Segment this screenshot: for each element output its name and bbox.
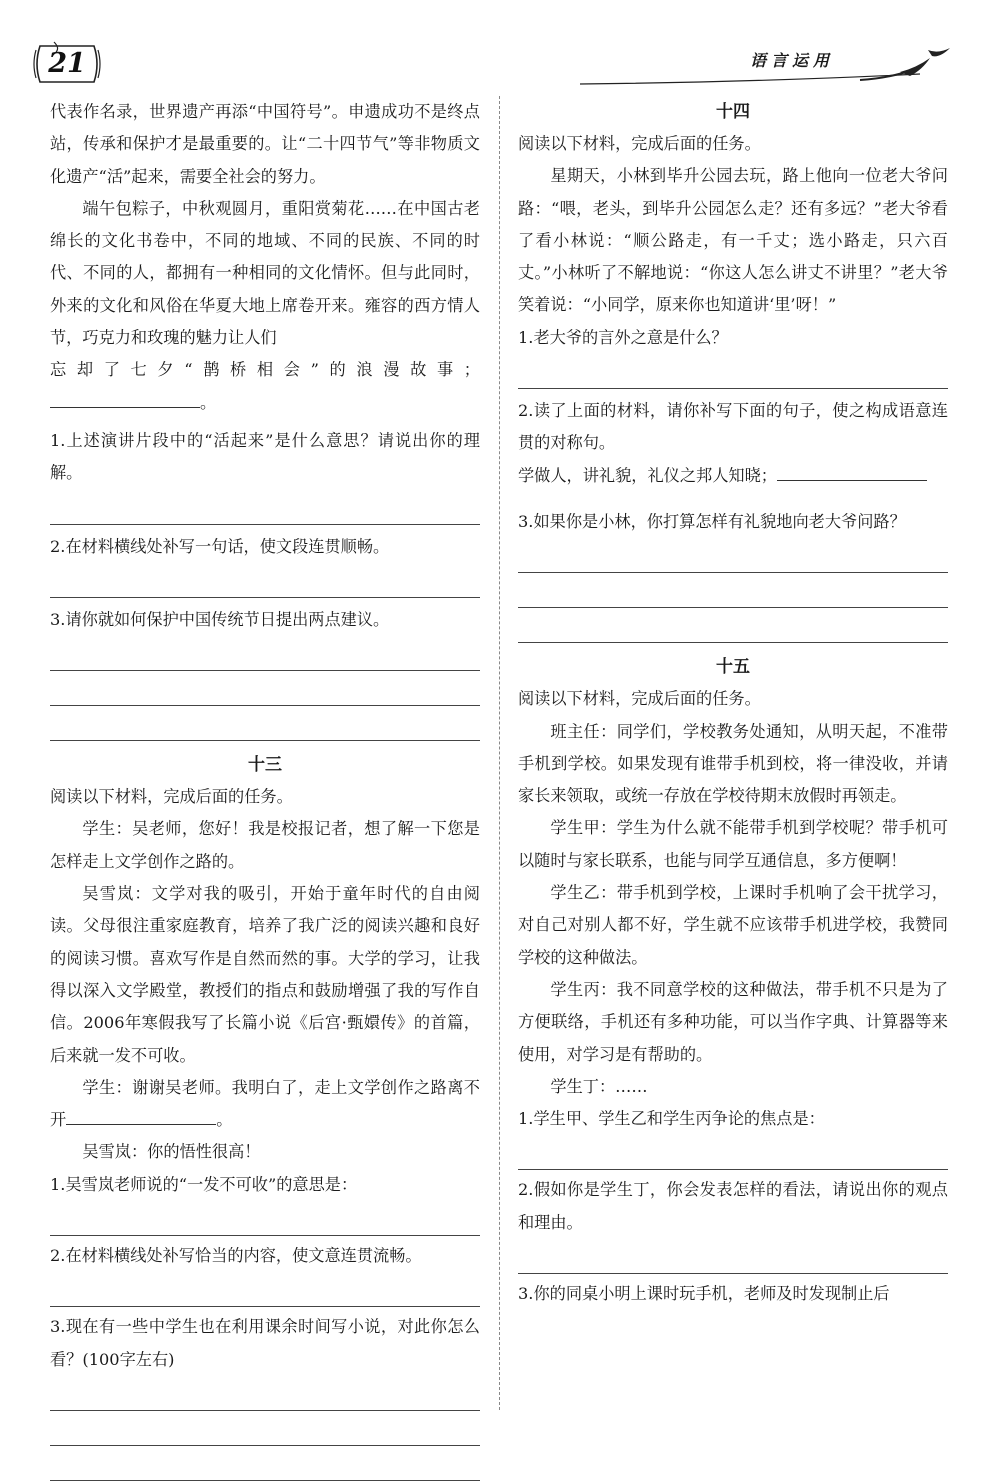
fill-blank[interactable] [777, 463, 927, 480]
dialogue-paragraph: 吴雪岚：文学对我的吸引，开始于童年时代的自由阅读。父母很注重家庭教育，培养了我广泛的阅读兴趣和良好的阅读习惯。喜欢写作是自然而然的事。大学的学习，让我得以深入文学殿堂，教授们的指点和鼓励增强了我的写作自信。2006年寒假我写了长篇小说《后宫·甄嬛传》的首篇，后来就一发不可收。 [50, 884, 480, 1065]
fill-blank[interactable] [66, 1108, 216, 1125]
question-2: 2.读了上面的材料，请你补写下面的句子，使之构成语意连贯的对称句。 [518, 401, 948, 453]
answer-line[interactable] [50, 490, 480, 525]
question-1: 1.学生甲、学生乙和学生丙争论的焦点是： [518, 1109, 825, 1129]
page-header [0, 0, 1000, 100]
question-1: 1.上述演讲片段中的“活起来”是什么意思？请说出你的理解。 [50, 430, 480, 483]
answer-line[interactable] [50, 671, 480, 706]
question-3: 3.你的同桌小明上课时玩手机，老师及时发现制止后 [518, 1284, 890, 1304]
question-3: 3.请你就如何保护中国传统节日提出两点建议。 [50, 609, 390, 629]
paragraph-text: 端午包粽子，中秋观圆月，重阳赏菊花……在中国古老绵长的文化书卷中，不同的地域、不同的民族、不同的时代、不同的人，都拥有一种相同的文化情怀。但与此同时，外来的文化和风俗在华夏大地上席卷开来。雍容的西方情人节，巧克力和玫瑰的魅力让人们 [50, 198, 480, 348]
page-number: 21 [48, 48, 86, 79]
answer-line[interactable] [518, 1135, 948, 1170]
answer-line[interactable] [50, 1376, 480, 1411]
question-2: 2.在材料横线处补写恰当的内容，使文意连贯流畅。 [50, 1246, 422, 1266]
dialogue-paragraph: 吴雪岚：你的悟性很高！ [82, 1142, 261, 1162]
answer-line[interactable] [518, 573, 948, 608]
paragraph [50, 193, 480, 354]
right-column [518, 96, 948, 1310]
section-title-14: 十四 [716, 102, 750, 122]
dialogue-paragraph: 学生：谢谢吴老师。我明白了，走上文学创作之路离不开 。 [50, 1077, 480, 1130]
dialogue-paragraph: 学生乙：带手机到学校，上课时手机响了会干扰学习，对自己对别人都不好，学生就不应该带手机进学校，我赞同学校的这种做法。 [518, 883, 948, 967]
dialogue-paragraph: 学生甲：学生为什么就不能带手机到学校呢？带手机可以随时与家长联系，也能与同学互通信息，多方便啊！ [518, 818, 948, 870]
answer-line[interactable] [50, 563, 480, 598]
question-2: 2.在材料横线处补写一句话，使文段连贯顺畅。 [50, 536, 390, 556]
section-intro: 阅读以下材料，完成后面的任务。 [518, 689, 761, 709]
question-3: 3.现在有一些中学生也在利用课余时间写小说，对此你怎么看？(100字左右) [50, 1317, 480, 1369]
left-column [50, 96, 480, 1481]
question-2: 2.假如你是学生丁，你会发表怎样的看法，请说出你的观点和理由。 [518, 1180, 948, 1232]
fill-blank[interactable] [50, 390, 200, 407]
answer-line[interactable] [50, 636, 480, 671]
answer-line[interactable] [50, 1411, 480, 1446]
question-2-line: 学做人，讲礼貌，礼仪之邦人知晓； [518, 460, 948, 492]
paragraph-blank-line: 。 [50, 387, 480, 419]
section-intro: 阅读以下材料，完成后面的任务。 [518, 134, 761, 153]
question-1: 1.老大爷的言外之意是什么？ [518, 327, 728, 347]
story-paragraph: 星期天，小林到毕升公园去玩，路上他向一位老大爷问路：“喂，老头，到毕升公园怎么走？还有多远？”老大爷看了看小林说：“顺公路走，有一千丈；选小路走，只六百丈。”小林听了不解地说：“你这人怎么讲丈不讲里？”老大爷笑着说：“小同学，原来你也知道讲‘里’呀！” [518, 166, 948, 315]
answer-line[interactable] [50, 706, 480, 741]
intro-paragraph: 代表作名录，世界遗产再添“中国符号”。申遗成功不是终点站，传承和保护才是最重要的。让“二十四节气”等非物质文化遗产“活”起来，需要全社会的努力。 [50, 102, 480, 186]
answer-line[interactable] [518, 354, 948, 389]
answer-line[interactable] [518, 538, 948, 573]
section-intro: 阅读以下材料，完成后面的任务。 [50, 787, 293, 807]
dialogue-paragraph: 学生丁：…… [550, 1076, 648, 1096]
question-1: 1.吴雪岚老师说的“一发不可收”的意思是： [50, 1174, 358, 1194]
answer-line[interactable] [50, 1446, 480, 1481]
dialogue-paragraph: 学生丙：我不同意学校的这种做法，带手机不只是为了方便联络，手机还有多种功能，可以当作字典、计算器等来使用，对学习是有帮助的。 [518, 979, 948, 1064]
answer-line[interactable] [50, 1272, 480, 1307]
dialogue-paragraph: 学生：吴老师，您好！我是校报记者，想了解一下您是怎样走上文学创作之路的。 [50, 819, 480, 871]
paragraph-last-line: 忘却了七夕“鹊桥相会”的浪漫故事； [50, 360, 480, 380]
answer-line[interactable] [518, 608, 948, 643]
answer-line[interactable] [518, 1239, 948, 1274]
dialogue-paragraph: 班主任：同学们，学校教务处通知，从明天起，不准带手机到学校。如果发现有谁带手机到校，将一律没收，并请家长来领取，或统一存放在学校待期末放假时再领走。 [518, 721, 948, 806]
question-3: 3.如果你是小林，你打算怎样有礼貌地向老大爷问路？ [518, 511, 906, 531]
answer-line[interactable] [50, 1201, 480, 1236]
section-label: 语言运用 [750, 51, 835, 70]
column-divider [499, 96, 500, 1410]
section-title-13: 十三 [248, 755, 282, 776]
section-title-15: 十五 [716, 657, 750, 678]
